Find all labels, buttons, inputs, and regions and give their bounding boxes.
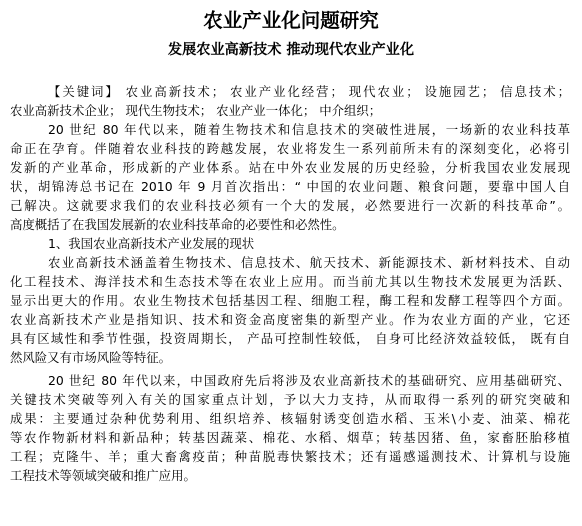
section-heading: 1、我国农业高新技术产业发展的现状 [48, 236, 255, 251]
paragraph-line: 工程；克隆牛、羊；重大畜禽疫苗；种苗脱毒快繁技术；还有遥感遥测技术、计算机与设施 [10, 449, 570, 464]
paragraph-line: 然风险又有市场风险等特征。 [10, 350, 172, 365]
paragraph-line: 20 世纪 80 年代以来，随着生物技术和信息技术的突破性进展，一场新的农业科技革 [48, 122, 570, 137]
paragraph-line: 关键技术突破等列入有关的国家重点计划，予以大力支持，从而取得一系列的研究突破和 [10, 392, 570, 407]
keywords-line-2: 农业高新技术企业； 现代生物技术； 农业产业一体化； 中介组织； [10, 103, 382, 118]
paragraph-line: 化工程技术、海洋技术和生态技术等在农业上应用。而当前尤其以生物技术发展更为活跃、 [10, 274, 570, 289]
paragraph-line: 高度概括了在我国发展新的农业科技革命的必要性和必然性。 [10, 217, 345, 232]
paragraph-line: 显示出更大的作用。农业生物技术包括基因工程、细胞工程，酶工程和发酵工程等四个方面。 [10, 293, 570, 308]
keywords-line-1: 【关键词】 农业高新技术； 农业产业化经营； 现代农业； 设施园艺； 信息技术； [48, 84, 570, 99]
paragraph-line: 成果：主要通过杂种优势利用、组织培养、核辐射诱变创造水稻、玉米\小麦、油菜、棉花 [10, 411, 570, 426]
paragraph-line: 发新的产业革命，形成新的产业体系。站在中外农业发展的历史经验，分析我国农业发展现 [10, 160, 570, 175]
paragraph-line: 具有区域性和季节性强，投资周期长， 产品可控制性较低， 自身可比经济效益较低， 既有自 [10, 331, 570, 346]
paragraph-line: 命正在孕育。伴随着农业科技的跨越发展，农业将发生一系列前所未有的深刻变化，必将引 [10, 141, 570, 156]
paragraph-line: 等农作物新材料和新品种；转基因蔬菜、棉花、水稻、烟草；转基因猪、鱼，家畜胚胎移植 [10, 430, 570, 445]
paragraph-line: 状，胡锦涛总书记在 2010 年 9 月首次指出：“ 中国的农业问题、粮食问题，要靠中国人自 [10, 179, 570, 194]
document-subtitle: 发展农业高新技术 推动现代农业产业化 [167, 42, 415, 58]
paragraph-line: 农业高新技术涵盖着生物技术、信息技术、航天技术、新能源技术、新材料技术、自动 [48, 255, 570, 270]
paragraph-line: 20 世纪 80 年代以来，中国政府先后将涉及农业高新技术的基础研究、应用基础研究、 [48, 373, 570, 388]
document-title: 农业产业化问题研究 [203, 9, 379, 32]
paragraph-line: 工程技术等领域突破和推广应用。 [10, 468, 196, 483]
paragraph-line: 农业高新技术产业是指知识、技术和资金高度密集的新型产业。作为农业方面的产业，它还 [10, 312, 570, 327]
paragraph-line: 己解决。这就要求我们的农业科技必须有一个大的发展，必然要进行一次新的科技革命”。 [10, 198, 570, 213]
